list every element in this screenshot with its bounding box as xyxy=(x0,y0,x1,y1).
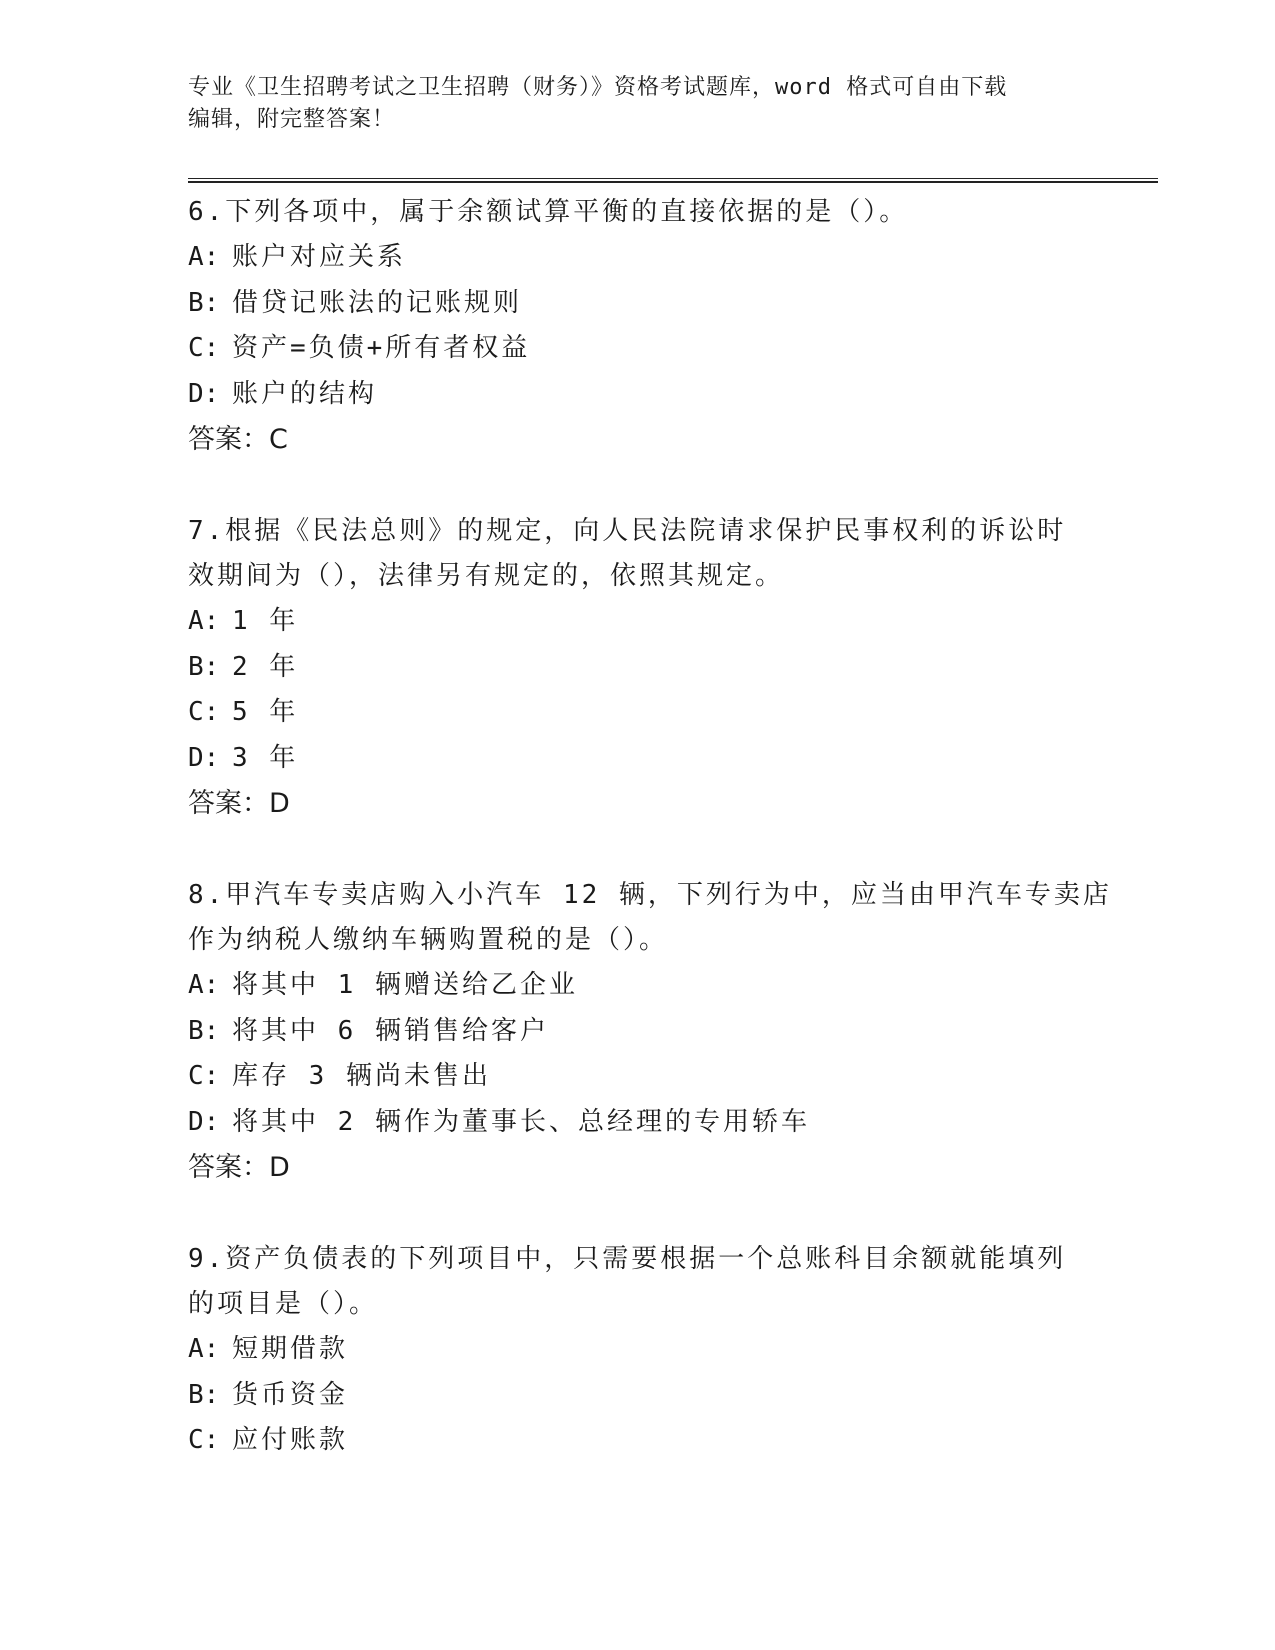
option-text: 借贷记账法的记账规则 xyxy=(232,287,523,318)
option-letter: C: xyxy=(188,333,220,363)
option-b xyxy=(188,281,1148,327)
answer-line: 答案：C xyxy=(188,424,288,455)
question-stem-continued: 效期间为（），法律另有规定的，依照其规定。 xyxy=(188,561,785,591)
option-text: 5 年 xyxy=(232,697,299,727)
option-text: 短期借款 xyxy=(232,1334,349,1364)
option-c xyxy=(188,1054,1148,1100)
question-stem-continued: 的项目是（）。 xyxy=(188,1289,379,1319)
question-stem: 9.资产负债表的下列项目中，只需要根据一个总账科目余额就能填列 xyxy=(188,1244,1067,1274)
option-text: 2 年 xyxy=(232,651,299,682)
question-8 xyxy=(188,873,1148,1191)
option-letter: A: xyxy=(188,606,220,636)
question-stem: 6.下列各项中，属于余额试算平衡的直接依据的是（）。 xyxy=(188,197,909,227)
question-stem-continued: 作为纳税人缴纳车辆购置税的是（）。 xyxy=(188,925,669,955)
option-letter: C: xyxy=(188,1425,220,1455)
option-a xyxy=(188,1327,1148,1373)
option-text: 库存 3 辆尚未售出 xyxy=(232,1061,491,1091)
option-text: 账户对应关系 xyxy=(232,242,407,272)
option-text: 账户的结构 xyxy=(232,378,378,409)
option-c xyxy=(188,690,1148,736)
question-9 xyxy=(188,1237,1148,1464)
option-text: 货币资金 xyxy=(232,1379,349,1410)
answer-line: 答案：D xyxy=(188,788,290,819)
option-d xyxy=(188,372,1148,418)
option-text: 将其中 2 辆作为董事长、总经理的专用轿车 xyxy=(232,1106,810,1137)
option-text: 1 年 xyxy=(232,606,299,636)
question-stem: 8.甲汽车专卖店购入小汽车 12 辆，下列行为中，应当由甲汽车专卖店 xyxy=(188,880,1112,910)
answer-line: 答案：D xyxy=(188,1152,290,1183)
question-stem: 7.根据《民法总则》的规定，向人民法院请求保护民事权利的诉讼时 xyxy=(188,516,1067,546)
option-letter: A: xyxy=(188,970,220,1000)
option-letter: C: xyxy=(188,697,220,727)
option-letter: A: xyxy=(188,242,220,272)
option-letter: D: xyxy=(188,378,220,409)
option-letter: D: xyxy=(188,742,220,773)
header-divider xyxy=(188,178,1158,183)
question-7 xyxy=(188,509,1148,827)
question-list xyxy=(188,190,1148,1510)
option-letter: B: xyxy=(188,287,220,318)
option-c xyxy=(188,326,1148,372)
option-a xyxy=(188,599,1148,645)
option-d xyxy=(188,1100,1148,1146)
option-c xyxy=(188,1418,1148,1464)
option-letter: B: xyxy=(188,1015,220,1046)
header-line-1: 专业《卫生招聘考试之卫生招聘（财务）》资格考试题库，word 格式可自由下载 xyxy=(188,75,1008,100)
question-6 xyxy=(188,190,1148,463)
option-d xyxy=(188,736,1148,782)
option-letter: A: xyxy=(188,1334,220,1364)
header-line-2: 编辑，附完整答案！ xyxy=(188,107,396,132)
option-text: 将其中 6 辆销售给客户 xyxy=(232,1015,549,1046)
option-b xyxy=(188,1009,1148,1055)
option-letter: C: xyxy=(188,1061,220,1091)
option-text: 3 年 xyxy=(232,742,299,773)
option-letter: B: xyxy=(188,651,220,682)
option-b xyxy=(188,645,1148,691)
option-b xyxy=(188,1373,1148,1419)
option-text: 应付账款 xyxy=(232,1425,349,1455)
document-header xyxy=(188,72,1088,136)
option-a xyxy=(188,963,1148,1009)
option-text: 资产=负债+所有者权益 xyxy=(232,333,531,363)
option-a xyxy=(188,235,1148,281)
option-letter: D: xyxy=(188,1106,220,1137)
option-text: 将其中 1 辆赠送给乙企业 xyxy=(232,970,578,1000)
option-letter: B: xyxy=(188,1379,220,1410)
